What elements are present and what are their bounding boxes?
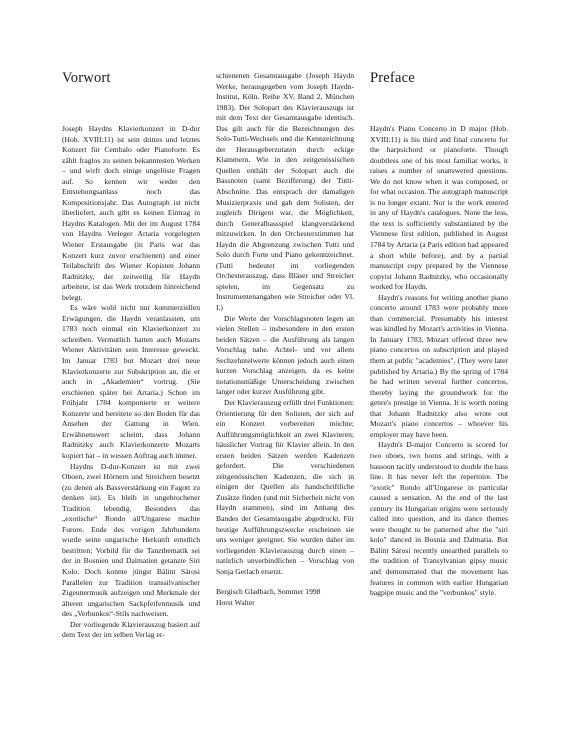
german-paragraph-3: Haydns D-dur-Konzert ist mit zwei Oboen, zwei Hörnern und Streichern besetzt (zu denen als Bassverstärkung ein Fagott zu denken ist). Es bleib in ungebrochener Tradition lebendig. Besonders das „exotische“ Rondo all'Ungarese machte Furore. Ende des vorigen Jahrhunderts wurde seine ungarische Herkunft ernstlich bestritten; Vorbild für die Tanzthematik sei der in Bosnien und Dalmatien getanzte Siri Kolo. Doch konnte jüngst Bálint Sárosi Parallelen zur Tradition transsilvanischer Zigeunermusik aufzeigen und Merkmale der älteren ungarischen Sackpfeifenmusik und des „Verbunkos“-Stils nachweisen. [62,461,200,619]
german-preface-column [62,70,200,641]
german-preface-continued-column [216,71,354,608]
german-paragraph-1: Joseph Haydns Klavierkonzert in D-dur (Hob. XVIII:11) ist sein drittes und letztes Konzert für Cembalo oder Pianoforte. Es zählt fraglos zu seinen bekanntesten Werken – und wirft doch einige ungelöste Fragen auf. So kennen wir weder den Entstehungsanlass noch das Kompositionsjahr. Das Autograph ist nicht überliefert, auch gibt es keinen Eintrag in Haydns Katalogen. Mit der im August 1784 von Haydns Verleger Artaria vorgelegten Wiener Erstausgabe (in Paris war das Konzert kurz zuvor erschienen) und einer Teilabschrift des Wiener Kopisten Johann Radnitzky, der zeitweilig für Haydn arbeitete, ist das Werk trotzdem hinreichend belegt. [62,124,200,302]
german-paragraph-4: Der vorliegende Klavierauszug basiert auf dem Text der im selben Verlag er- [62,619,200,640]
english-paragraph-1: Haydn's Piano Concerto in D major (Hob. XVIII:11) is his third and final concerto for the harpsichord or pianoforte. Though doubtless one of his most familiar works, it raises a number of unanswered questions. We do not know when it was composed, or for what occasion. The autograph manuscript is no longer extant. Nor is the work entered in any of Haydn's catalogues. None the less, the text is sufficiently substantiated by the Viennese first edition, published in August 1784 by Artaria (a Paris edition had appeared a short while before), and by a partial manuscript copy prepared by the Viennese copyist Johann Radnitzky, who occasionally worked for Haydn. [370,124,508,292]
signature-name: Horst Walter [216,597,255,607]
english-paragraph-2: Haydn's reasons for writing another piano concerto around 1783 were probably more than commercial. Presumably his interest was kindled by Mozart's activities in Vienna. In January 1783, Mozart offered three new piano concertos on subscription and played them at public "academies". (They were later published by Artaria.) By the spring of 1784 he had written several further concertos, thereby laying the groundwork for the genre's prestige in Vienna. It is worth noting that Johann Radnitzky also wrote out Mozart's piano concertos – whoever his employer may have been. [370,292,508,439]
german-cont-paragraph-1: schienenen Gesamtausgabe (Joseph Haydn Werke, herausgegeben vom Joseph Haydn-Institut, Köln. Reihe XV, Band 2, München 1983). Der Solopart des Klavierauszugs ist mit dem Text der Gesamtausgabe identisch. Das gilt auch für die Bezeichnungen des Solo-Tutti-Wechsels und die Kennzeichnung der Herausgeberzutaten durch eckige Klammern. Wie in den zeitgenössischen Quellen enthält der Solopart auch die Bassnoten (samt Bezifferung) der Tutti-Abschnitte. Das entsprach der damaligen Musizierpraxis und gab dem Solisten, der zugleich Dirigent war, die Möglichkeit, durch Generalbassspiel klangverstärkend mitzuwirken. In den Orchesterstimmen hat Haydn die Abgrenzung zwischen Tutti und Solo durch Forte und Piano gekennzeichnet. (Tutti bedeutet im vorliegenden Orchesterauszug, dass Bläser und Streicher spielen, im Gegensatz zu Instrumentenangaben wie Streicher oder Vl. I.) [216,71,354,313]
english-preface-column [370,70,508,599]
english-title: Preface [370,70,415,86]
english-paragraph-3: Haydn's D-major Concerto is scored for two oboes, two horns and strings, with a bassoon tacitly understood to double the bass line. It has never left the repertoire. The "exotic" Rondo all'Ungarese in particular caused a sensation. At the end of the last century its Hungarian origins were seriously called into question, and its dance themes were thought to be patterned after the "siri kolo" danced in Bosnia and Dalmatia. But Bálint Sárosi recently unearthed parallels to the tradition of Transylvanian gipsy music and demonstrated that the movement has features in common with earlier Hungarian bagpipe music and the "verbunkos" style. [370,440,508,598]
german-cont-paragraph-3: Der Klavierauszug erfüllt drei Funktionen: Orientierung für den Solisten, der sich auf ein Konzert vorbereiten möchte; Aufführungsmöglichkeit an zwei Klavieren; häuslicher Vortrag für Klavier allein. In den ersten beiden Sätzen werden Kadenzen gefordert. Die verschiedenen zeitgenössischen Kadenzen, die sich in einigen der Quellen als handschriftliche Zusätze finden (und mit Sicherheit nicht von Haydn stammen), sind im Anhang des Bandes der Gesamtausgabe abgedruckt. Für heutige Aufführungszwecke erscheinen sie uns weniger geeignet. Sie wurden daher im vorliegenden Klavierauszug durch einen – natürlich unverbindlichen – Vorschlag von Sonja Gerlach ersetzt. [216,397,354,576]
signature-place-date: Bergisch Gladbach, Sommer 1998 [216,587,321,597]
german-title: Vorwort [62,70,111,86]
german-paragraph-2: Es wäre wohl nicht nur kommerziellen Erwägungen, die Haydn veranlassten, um 1783 noch einmal ein Klavierkonzert zu schreiben. Vermutlich hatten auch Mozarts Wiener Aktivitäten sein Interesse geweckt. Im Januar 1783 bot Mozart drei neue Klavierkonzerte zur Subskription an, die er auch in „Akademien“ vortrug. (Sie erschienen später bei Artaria.) Schon im Frühjahr 1784 komponierte er weitere Konzerte und bereitete so den Boden für das Ansehen der Gattung in Wien. Erwähnenswert scheint, dass Johann Radnitzky auch Klavierkonzerte Mozarts kopiert hat – in wessen Auftrag auch immer. [62,303,200,460]
german-cont-paragraph-2: Die Werte der Vorschlagsnoten legen an vielen Stellen – insbesondere in den ersten beiden Sätzen – die Ausführung als langen Vorschlag nahe. Achtel- und vor allem Sechzehntelwerte können jedoch auch einen kurzen Vorschlag anzeigen, da es keine notationsmäßige Unterscheidung zwischen langer oder kurzer Ausführung gibt. [216,313,354,397]
